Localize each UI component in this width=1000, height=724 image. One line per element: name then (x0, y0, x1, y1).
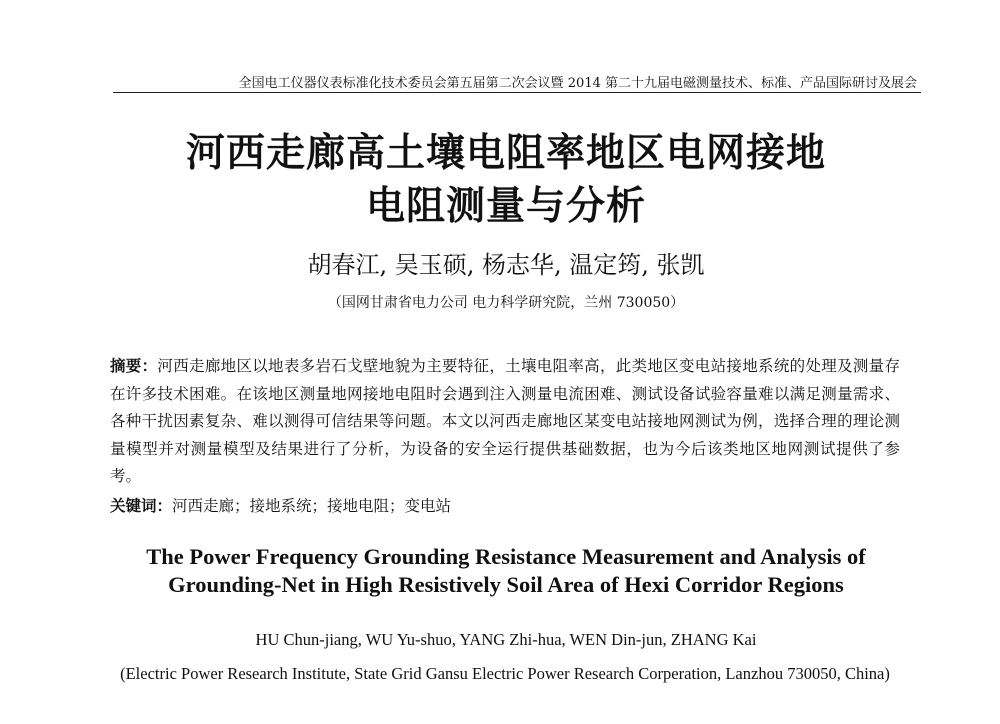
header-rule (113, 92, 921, 93)
chinese-abstract (110, 352, 900, 491)
chinese-keywords (110, 493, 900, 519)
abstract-text: 河西走廊地区以地表多岩石戈壁地貌为主要特征，土壤电阻率高，此类地区变电站接地系统的处理及测量存在许多技术困难。在该地区测量地网接地电阻时会遇到注入测量电流困难、测试设备试验容量难以满足测量需求、各种干扰因素复杂、难以测得可信结果等问题。本文以河西走廊地区某变电站接地网测试为例，选择合理的理论测量模型并对测量模型及结果进行了分析，为设备的安全运行提供基础数据，也为今后该类地区地网测试提供了参考。 (110, 357, 900, 485)
chinese-affiliation: （国网甘肃省电力公司 电力科学研究院，兰州 730050） (327, 295, 685, 311)
chinese-title-line-2: 电阻测量与分析 (365, 183, 646, 229)
english-affiliation: (Electric Power Research Institute, State Grid Gansu Electric Power Research Corperation, Lanzhou 730050, China) (120, 664, 890, 683)
english-authors: HU Chun-jiang, WU Yu-shuo, YANG Zhi-hua, WEN Din-jun, ZHANG Kai (255, 630, 757, 649)
abstract-label: 摘要： (110, 356, 158, 375)
keywords-text: 河西走廊；接地系统；接地电阻；变电站 (172, 497, 452, 515)
chinese-authors: 胡春江, 吴玉硕, 杨志华, 温定筠, 张凯 (307, 251, 705, 279)
chinese-title-line-1: 河西走廊高土壤电阻率地区电网接地 (185, 130, 826, 176)
keywords-label: 关键词： (110, 496, 173, 515)
english-title-line-2: Grounding-Net in High Resistively Soil Area of Hexi Corridor Regions (168, 572, 844, 597)
running-header: 全国电工仪器仪表标准化技术委员会第五届第二次会议暨 2014 第二十九届电磁测量技术、标准、产品国际研讨及展会 (238, 76, 917, 91)
english-title-line-1: The Power Frequency Grounding Resistance Measurement and Analysis of (146, 544, 866, 569)
